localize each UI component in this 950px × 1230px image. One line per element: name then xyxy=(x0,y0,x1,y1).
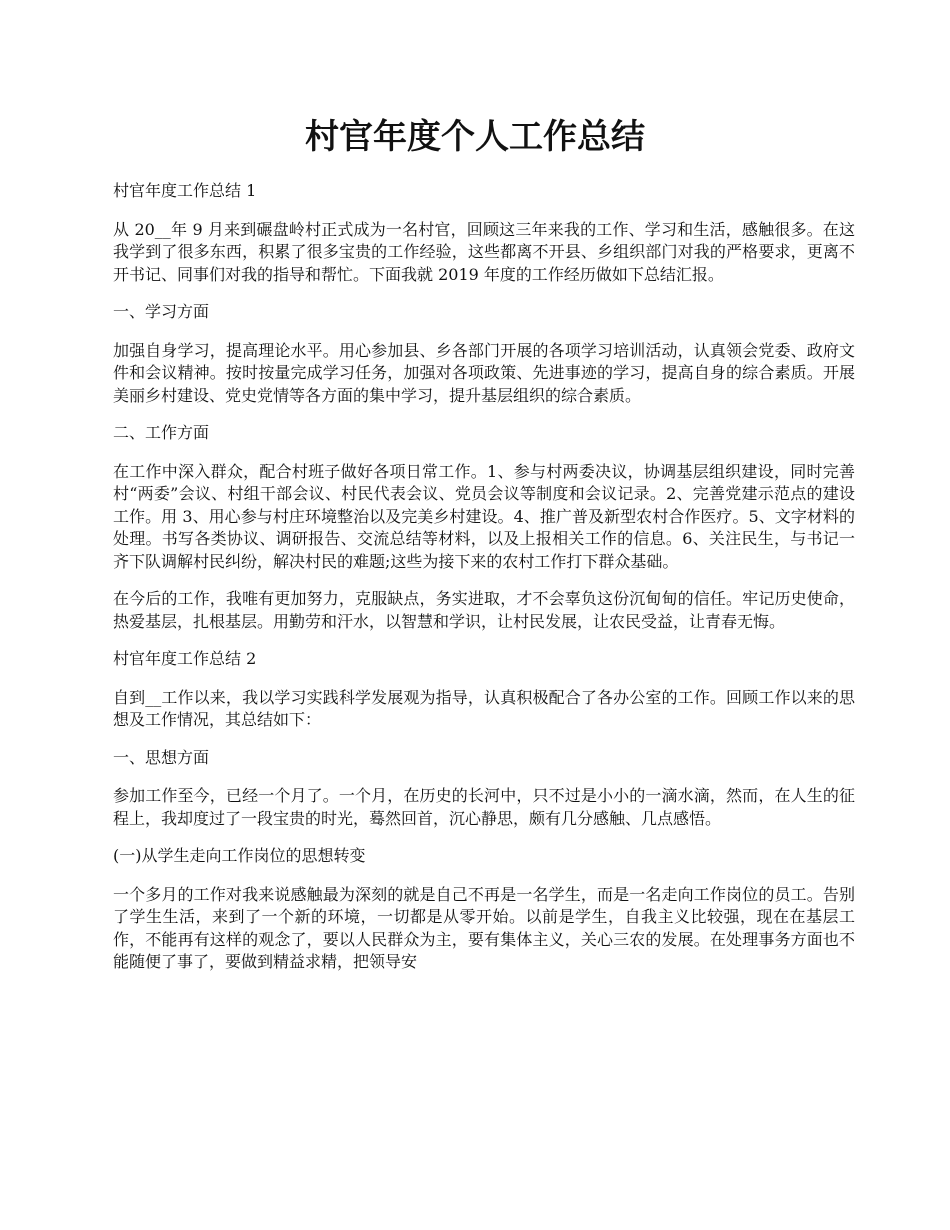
document-body xyxy=(113,180,855,989)
subsection-heading: 一、思想方面 xyxy=(113,747,210,767)
paragraph: 在今后的工作，我唯有更加努力，克服缺点，务实进取，才不会辜负这份沉甸甸的信任。牢记历史使命，热爱基层，扎根基层。用勤劳和汗水，以智慧和学识，让村民发展，让农民受益，让青春无悔。 xyxy=(113,589,855,631)
paragraph: 从 20__年 9 月来到碾盘岭村正式成为一名村官，回顾这三年来我的工作、学习和生活，感触很多。在这我学到了很多东西，积累了很多宝贵的工作经验，这些都离不开县、乡组织部门对我的严格要求，更离不开书记、同事们对我的指导和帮忙。下面我就 2019 年度的工作经历做如下总结汇报。 xyxy=(113,219,855,284)
paragraph: 加强自身学习，提高理论水平。用心参加县、乡各部门开展的各项学习培训活动，认真领会党委、政府文件和会议精神。按时按量完成学习任务，加强对各项政策、先进事迹的学习，提高自身的综合素质。开展美丽乡村建设、党史党情等各方面的集中学习，提升基层组织的综合素质。 xyxy=(113,340,855,405)
paragraph: 在工作中深入群众，配合村班子做好各项日常工作。1、参与村两委决议，协调基层组织建设，同时完善村“两委”会议、村组干部会议、村民代表会议、党员会议等制度和会议记录。2、完善党建示范点的建设工作。用 3、用心参与村庄环境整治以及完美乡村建设。4、推广普及新型农村合作医疗。5、文字材料的处理。书写各类协议、调研报告、交流总结等材料，以及上报相关工作的信息。6、关注民生，与书记一齐下队调解村民纠纷，解决村民的难题;这些为接下来的农村工作打下群众基础。 xyxy=(113,461,855,571)
paragraph: 一个多月的工作对我来说感触最为深刻的就是自己不再是一名学生，而是一名走向工作岗位的员工。告别了学生生活，来到了一个新的环境，一切都是从零开始。以前是学生，自我主义比较强，现在在基层工作，不能再有这样的观念了，要以人民群众为主，要有集体主义，关心三农的发展。在处理事务方面也不能随便了事了，要做到精益求精，把领导安 xyxy=(113,884,855,971)
section-heading: 村官年度工作总结 2 xyxy=(113,649,257,668)
document-title: 村官年度个人工作总结 xyxy=(305,117,645,157)
paragraph: 自到__工作以来，我以学习实践科学发展观为指导，认真积极配合了各办公室的工作。回顾工作以来的思想及工作情况，其总结如下： xyxy=(113,687,855,729)
paragraph: 参加工作至今，已经一个月了。一个月，在历史的长河中，只不过是小小的一滴水滴，然而，在人生的征程上，我却度过了一段宝贵的时光，蓦然回首，沉心静思，颇有几分感触、几点感悟。 xyxy=(113,786,855,828)
subsection-heading: 二、工作方面 xyxy=(113,423,210,442)
subsection-heading: (一)从学生走向工作岗位的思想转变 xyxy=(113,846,366,865)
section-heading: 村官年度工作总结 1 xyxy=(113,181,257,200)
subsection-heading: 一、学习方面 xyxy=(113,302,210,321)
